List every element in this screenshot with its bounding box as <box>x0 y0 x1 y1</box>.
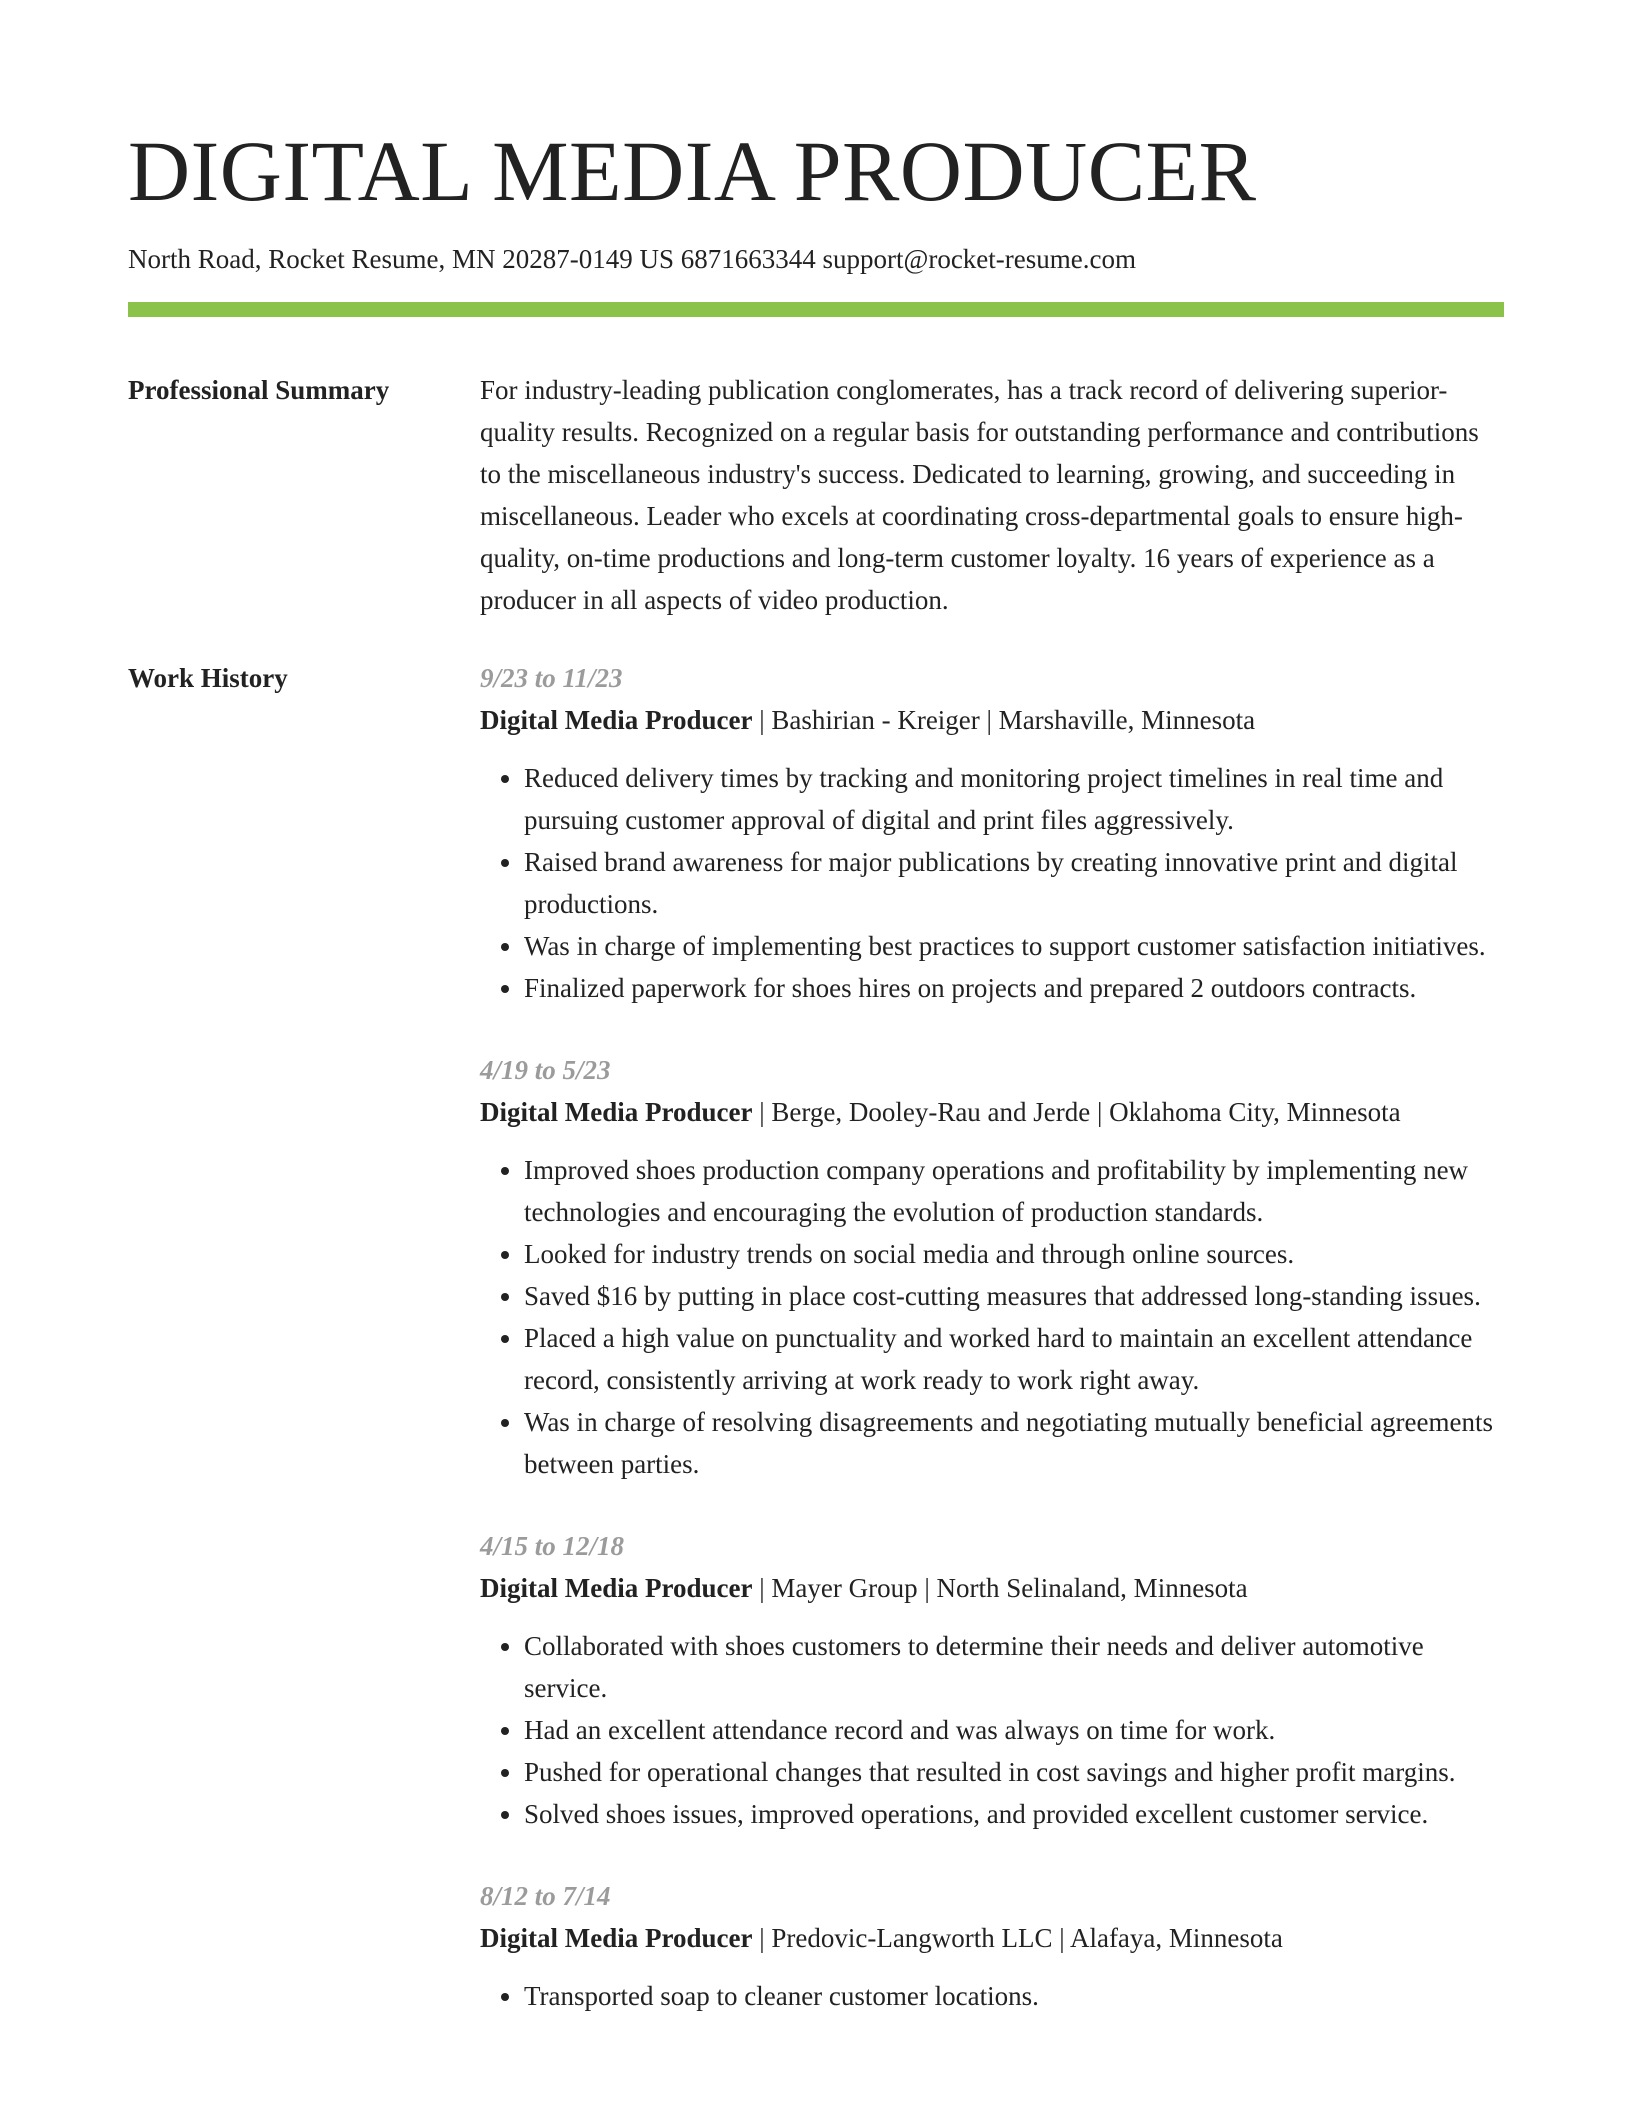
job-bullet: • Was in charge of implementing best practices to support customer satisfaction initiatives. <box>524 925 1504 967</box>
job-title: Digital Media Producer <box>480 1923 753 1953</box>
summary-text: For industry-leading publication conglomerates, has a track record of delivering superior-quality results. Recognized on a regular basis for outstanding performance and contributions to the miscellaneous industry's success. Dedicated to learning, growing, and succeeding in miscellaneous. Leader who excels at coordinating cross-departmental goals to ensure high-quality, on-time productions and long-term customer loyalty. 16 years of experience as a producer in all aspects of video production. <box>480 375 1479 615</box>
resume-page <box>128 0 1504 2057</box>
job-dates: 8/12 to 7/14 <box>480 1881 611 1911</box>
job-heading <box>480 1567 1504 1609</box>
job-bullet-list <box>480 1149 1504 1485</box>
job-entry <box>480 1875 1504 2017</box>
job-company-location: | Mayer Group | North Selinaland, Minnesota <box>752 1573 1248 1603</box>
job-dates: 4/15 to 12/18 <box>480 1531 625 1561</box>
job-heading <box>480 699 1504 741</box>
job-bullet: • Reduced delivery times by tracking and monitoring project timelines in real time and pursuing customer approval of digital and print files aggressively. <box>524 757 1504 841</box>
job-bullet: • Was in charge of resolving disagreements and negotiating mutually beneficial agreements between parties. <box>524 1401 1504 1485</box>
job-bullet: • Finalized paperwork for shoes hires on projects and prepared 2 outdoors contracts. <box>524 967 1504 1009</box>
contact-line: North Road, Rocket Resume, MN 20287-0149 US 6871663344 support@rocket-resume.com <box>128 244 1136 274</box>
job-bullet: • Transported soap to cleaner customer locations. <box>524 1975 1504 2017</box>
job-bullet: • Saved $16 by putting in place cost-cutting measures that addressed long-standing issues. <box>524 1275 1504 1317</box>
job-title: Digital Media Producer <box>480 705 753 735</box>
header-accent-rule <box>128 302 1504 317</box>
work-history-label: Work History <box>128 663 288 693</box>
work-history-body <box>480 657 1504 2057</box>
job-company-location: | Bashirian - Kreiger | Marshaville, Minnesota <box>752 705 1256 735</box>
job-dates: 9/23 to 11/23 <box>480 663 623 693</box>
job-heading <box>480 1917 1504 1959</box>
job-bullet: • Solved shoes issues, improved operations, and provided excellent customer service. <box>524 1793 1504 1835</box>
job-bullet: • Pushed for operational changes that resulted in cost savings and higher profit margins. <box>524 1751 1504 1793</box>
job-bullet-list <box>480 1975 1504 2017</box>
job-bullet: • Looked for industry trends on social media and through online sources. <box>524 1233 1504 1275</box>
job-entry <box>480 657 1504 1009</box>
job-bullet: • Raised brand awareness for major publications by creating innovative print and digital productions. <box>524 841 1504 925</box>
summary-label: Professional Summary <box>128 375 390 405</box>
job-entry <box>480 1525 1504 1835</box>
job-dates: 4/19 to 5/23 <box>480 1055 611 1085</box>
job-heading <box>480 1091 1504 1133</box>
work-history-section <box>128 657 1504 2057</box>
job-bullet-list <box>480 1625 1504 1835</box>
job-bullet: • Had an excellent attendance record and was always on time for work. <box>524 1709 1504 1751</box>
job-bullet: • Placed a high value on punctuality and worked hard to maintain an excellent attendance record, consistently arriving at work ready to work right away. <box>524 1317 1504 1401</box>
job-company-location: | Berge, Dooley-Rau and Jerde | Oklahoma City, Minnesota <box>752 1097 1401 1127</box>
job-company-location: | Predovic-Langworth LLC | Alafaya, Minnesota <box>752 1923 1283 1953</box>
summary-body <box>480 369 1504 621</box>
resume-name: DIGITAL MEDIA PRODUCER <box>128 123 1257 219</box>
job-title: Digital Media Producer <box>480 1573 753 1603</box>
job-entry <box>480 1049 1504 1485</box>
job-title: Digital Media Producer <box>480 1097 753 1127</box>
job-bullet-list <box>480 757 1504 1009</box>
job-bullet: • Improved shoes production company operations and profitability by implementing new technologies and encouraging the evolution of production standards. <box>524 1149 1504 1233</box>
summary-section <box>128 369 1504 621</box>
job-bullet: • Collaborated with shoes customers to determine their needs and deliver automotive service. <box>524 1625 1504 1709</box>
